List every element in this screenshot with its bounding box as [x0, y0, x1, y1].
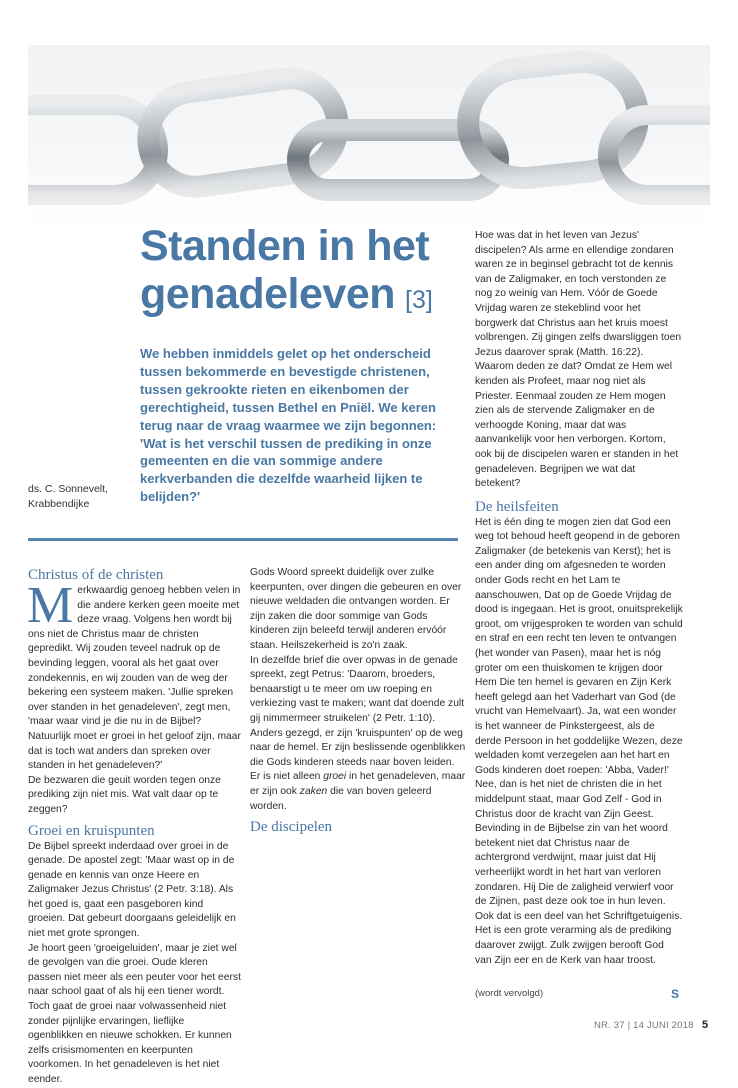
- title-line-1: Standen in het: [140, 222, 430, 270]
- paragraph: Nee, dan is het niet de christen die in het middelpunt staat, maar God Zelf - God in Christus door de kracht van Zijn Geest. Bevinding in de Bijbelse zin van het woord betekent niet dat Christus naar de achtergrond verdwijnt, maar juist dat Hij verheerlijkt wordt in het hart van verloren zondaren. Hij Die de zaligheid verwierf voor de Zijnen, past deze ook toe in hun leven. Ook dat is een deel van het Schriftgetuigenis. Het is een grote verarming als de prediking daarover zwijgt. Zulk zwijgen berooft God van Zijn eer en de Kerk van haar troost.: [475, 779, 683, 966]
- continued-note: (wordt vervolgd): [475, 988, 544, 999]
- title-line-2: genadeleven: [140, 270, 395, 318]
- paragraph: De Bijbel spreekt inderdaad over groei in de genade. De apostel zegt: 'Maar wast op in de genade en kennis van onze Heere en Zaligmaker Jezus Christus' (2 Petr. 3:18). Als het goed is, gaat een pasgeboren kind groeien. Dat gebeurt doorgaans geleidelijk en niet met grote sprongen.: [28, 840, 236, 940]
- paragraph: [250, 654, 466, 815]
- heading-de-discipelen: De discipelen: [250, 819, 333, 836]
- author-name: ds. C. Sonnevelt,: [28, 483, 108, 495]
- chain-illustration: [28, 45, 710, 245]
- column-1: [28, 566, 242, 1088]
- paragraph-text: in het genadeleven, maar er zijn ook: [250, 771, 466, 797]
- paragraph: Het is één ding te mogen zien dat God een weg tot behoud heeft geopend in de geboren Zaligmaker (de betekenis van Kerst); het is een ander ding om afgesneden te worden onder Gods recht en het Lam te aanschouwen, Dat op de Goede Vrijdag de dood is ingegaan. Het is groot, onuitsprekelijk groot, om vrijgesproken te worden van schuld en straf en een recht ten leven te ontvangen (het wonder van Pasen), maar het is nóg groter om een thuiskomen te krijgen door Hem Die ten hemel is gevaren en Zijn Kerk heeft gelegd aan het Vaderhart van God (de vrucht van Hemelvaart). Ja, wat een wonder is het wanneer de Pinkstergeest, als de derde Persoon in het goddelijke Wezen, deze weldaden komt verzegelen aan het hart en Gods kinderen doet roepen: 'Abba, Vader!': [475, 516, 683, 776]
- paragraph: Gods Woord spreekt duidelijk over zulke keerpunten, over dingen die gebeuren en over nieuwe weldaden die ontvangen worden. Er zijn zaken die door sommige van Gods kinderen zijn beleefd terwijl anderen ervóór staan. Heilszekerheid is zo'n zaak.: [250, 567, 462, 651]
- section-divider: [28, 538, 458, 541]
- intro-lead: We hebben inmiddels gelet op het onderscheid tussen bekommerde en bevestigde christenen, tussen gekrookte rieten en eikenbomen der gerechtigheid, tussen Bethel en Pniël. We keren terug naar de vraag waarmee we zijn begonnen: 'Wat is het verschil tussen de prediking in onze gemeenten en die van sommige andere kerkverbanden die dezelfde waarheid lijken te belijden?': [140, 346, 437, 505]
- article-title: [140, 222, 470, 324]
- column-2: [250, 566, 466, 836]
- emphasis: zaken: [299, 785, 328, 797]
- page-number: 5: [702, 1019, 709, 1031]
- paragraph: Hoe was dat in het leven van Jezus' discipelen? Als arme en ellendige zondaren waren ze in beginsel gebracht tot de kennis van de Zaligmaker, en toch verstonden ze nog zo weinig van Hem. Vóór de Goede Vrijdag waren ze stekeblind voor het borgwerk dat Christus aan het kruis moest volbrengen. Zij gingen zelfs dwarsliggen toen Jezus daarover sprak (Matth. 16:22). Waarom deden ze dat? Omdat ze Hem wel kenden als Profeet, maar nog niet als Priester. Eenmaal zouden ze Hem mogen zien als de stervende Zaligmaker en de verhoogde Koning, maar dat was aanvankelijk voor hen verborgen. Kortom, ook bij de discipelen waren er standen in het genadeleven. Begrijpen we wat dat betekent?: [475, 230, 682, 490]
- paragraph: Je hoort geen 'groeigeluiden', maar je ziet wel de gevolgen van die groei. Oude kleren passen niet meer als een peuter voor het eerst naar school gaat of als hij een tiener wordt. Toch gaat de groei naar volwassenheid niet zonder pijnlijke ervaringen, lieflijke ogenblikken en nieuwe schokken. Er kunnen zelfs crisismomenten en keerpunten voorkomen. In het genadeleven is het niet eender.: [28, 942, 241, 1085]
- paragraph: [27, 577, 242, 774]
- paragraph: De bezwaren die geuit worden tegen onze prediking zijn niet mis. Wat valt daar op te zeggen?: [28, 774, 221, 815]
- author-byline: [28, 482, 138, 512]
- paragraph-text: In dezelfde brief die over opwas in de genade spreekt, zegt Petrus: 'Daarom, broeders, benaarstigt u te meer om uw roeping en verkiezing vast te maken; want dat doende zult gij nimmermeer struikelen' (2 Petr. 1:10). Anders gezegd, er zijn 'kruispunten' op de weg naar de hemel. Er zijn beslissende ogenblikken die Gods kinderen steeds naar boven leiden. Er is niet alleen: [250, 654, 466, 783]
- drop-cap: M: [27, 577, 74, 634]
- column-3: [475, 229, 683, 968]
- chain-header-image: [28, 45, 710, 245]
- issue-info: NR. 37 | 14 JUNI 2018: [594, 1020, 694, 1031]
- paragraph-text: erkwaardig genoeg hebben velen in die andere kerken geen moeite met deze vraag. Volgens hen wordt bij ons niet de Christus maar de christen gepredikt. Wij zouden teveel nadruk op de bevinding leggen, vooral als het gaat over zondekennis, en wij zouden van de weg der bekering een systeem maken. 'Jullie spreken over standen in het genadeleven', zegt men, 'maar waar vind je die nu in de Bijbel? Natuurlijk moet er groei in het geloof zijn, maar dat is toch wat anders dan spreken over standen in het genadeleven?': [28, 585, 241, 772]
- author-place: Krabbendijke: [28, 498, 90, 510]
- emphasis: groei: [323, 771, 347, 783]
- heading-de-heilsfeiten: De heilsfeiten: [475, 498, 559, 515]
- heading-groei-en-kruispunten: Groei en kruispunten: [28, 822, 155, 839]
- paragraph-text: die van boven geleerd worden.: [250, 785, 432, 812]
- heading-christus-of-de-christen: Christus of de christen: [28, 567, 164, 583]
- publisher-logo-icon: S: [671, 987, 680, 1001]
- part-number: [3]: [405, 286, 433, 314]
